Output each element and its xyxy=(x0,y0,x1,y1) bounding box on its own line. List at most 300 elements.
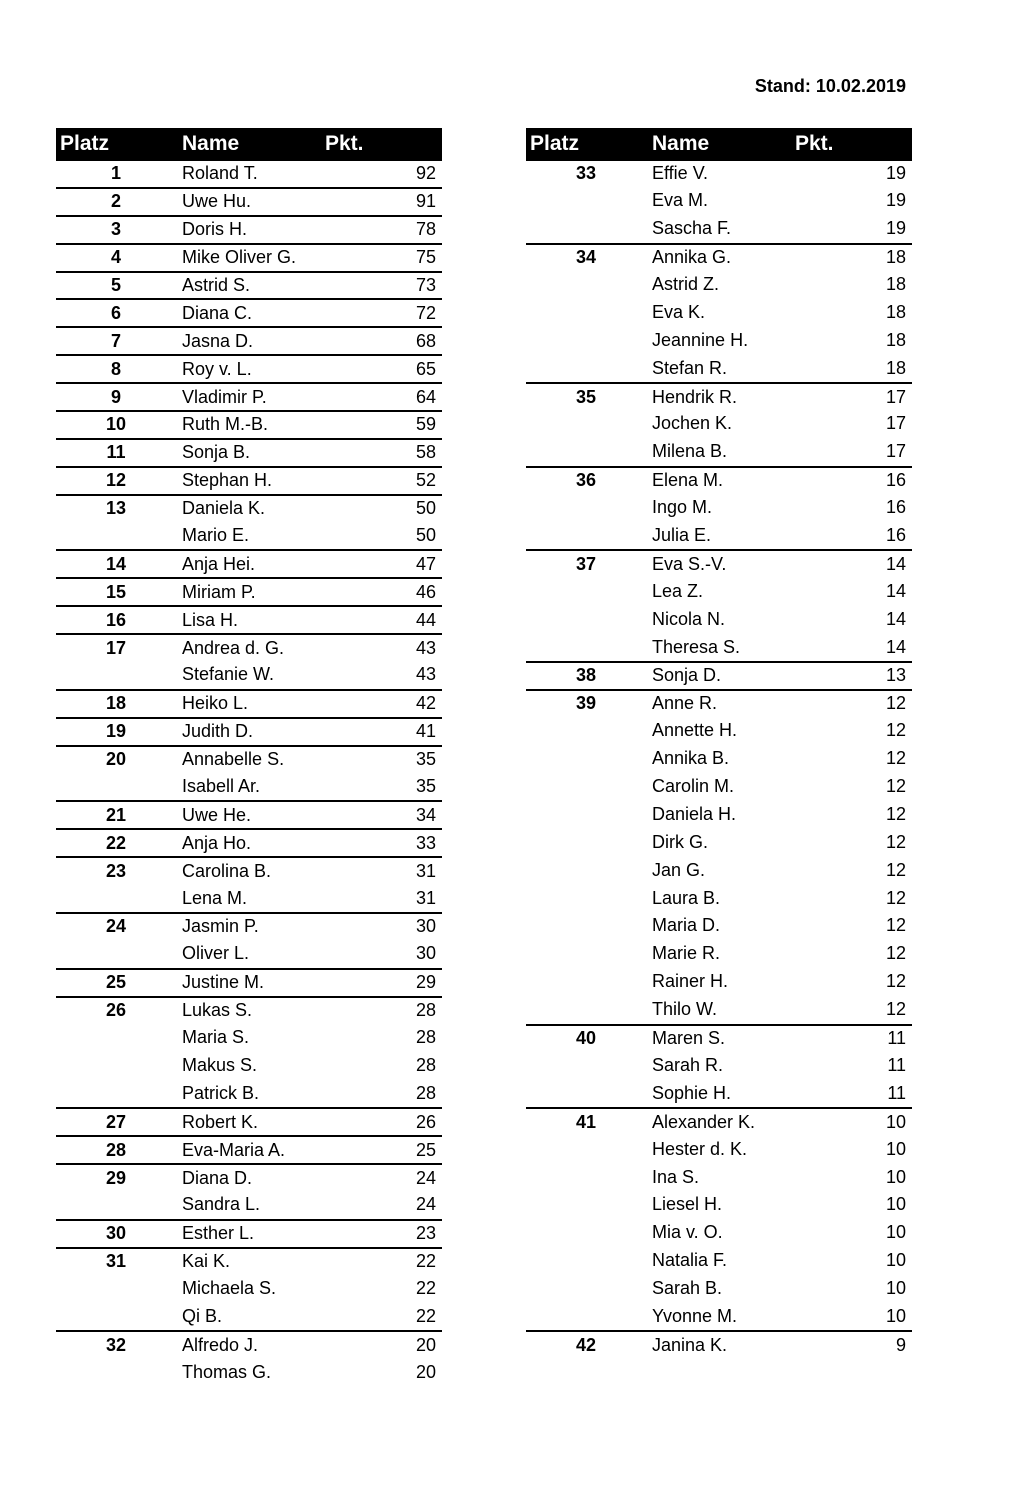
points-cell: 91 xyxy=(415,191,436,212)
name-cell: Vladimir P. xyxy=(182,386,267,407)
points-cell: 28 xyxy=(415,1027,436,1048)
table-row xyxy=(526,243,912,271)
points-cell: 12 xyxy=(885,776,906,797)
name-cell: Lisa H. xyxy=(182,609,239,630)
name-cell: Michaela S. xyxy=(182,1278,277,1299)
header-name: Name xyxy=(182,131,240,155)
table-row xyxy=(56,661,442,689)
rank-cell: 13 xyxy=(105,498,127,519)
table-row xyxy=(526,1330,912,1358)
table-row xyxy=(526,689,912,717)
points-cell: 10 xyxy=(885,1194,906,1215)
ranking-table-left xyxy=(56,128,442,1386)
name-cell: Eva M. xyxy=(652,190,709,211)
table-row xyxy=(56,800,442,828)
points-cell: 65 xyxy=(415,358,436,379)
points-cell: 19 xyxy=(885,190,906,211)
table-row xyxy=(56,1135,442,1163)
points-cell: 10 xyxy=(885,1305,906,1326)
points-cell: 18 xyxy=(885,357,906,378)
rank-cell: 16 xyxy=(105,609,127,630)
name-cell: Natalia F. xyxy=(652,1250,728,1271)
table-row xyxy=(56,1358,442,1386)
table-row xyxy=(526,410,912,438)
points-cell: 28 xyxy=(415,1054,436,1075)
table-row xyxy=(526,1303,912,1331)
name-cell: Ingo M. xyxy=(652,497,713,518)
table-row xyxy=(526,215,912,243)
rank-cell: 39 xyxy=(575,693,597,714)
table-row xyxy=(526,1163,912,1191)
table-row xyxy=(56,187,442,215)
table-row xyxy=(526,605,912,633)
table-row xyxy=(526,1052,912,1080)
table-row xyxy=(526,187,912,215)
rank-cell: 17 xyxy=(105,637,127,658)
name-cell: Eva-Maria A. xyxy=(182,1139,286,1160)
points-cell: 59 xyxy=(415,414,436,435)
name-cell: Esther L. xyxy=(182,1223,255,1244)
name-cell: Thomas G. xyxy=(182,1361,272,1382)
rank-cell: 3 xyxy=(110,219,121,240)
points-cell: 10 xyxy=(885,1222,906,1243)
points-cell: 12 xyxy=(885,887,906,908)
name-cell: Carolina B. xyxy=(182,860,272,881)
points-cell: 12 xyxy=(885,693,906,714)
table-row xyxy=(56,1275,442,1303)
table-row xyxy=(56,215,442,243)
points-cell: 50 xyxy=(415,498,436,519)
table-row xyxy=(56,1163,442,1191)
name-cell: Kai K. xyxy=(182,1251,231,1272)
table-row xyxy=(526,1219,912,1247)
points-cell: 75 xyxy=(415,247,436,268)
points-cell: 17 xyxy=(885,386,906,407)
rank-cell: 38 xyxy=(575,665,597,686)
name-cell: Stefanie W. xyxy=(182,664,275,685)
points-cell: 11 xyxy=(887,1028,906,1049)
name-cell: Daniela K. xyxy=(182,498,266,519)
rank-cell: 29 xyxy=(105,1167,127,1188)
rank-cell: 41 xyxy=(575,1111,597,1132)
name-cell: Milena B. xyxy=(652,441,728,462)
table-row xyxy=(56,326,442,354)
rank-cell: 40 xyxy=(575,1028,597,1049)
table-row xyxy=(56,884,442,912)
name-cell: Oliver L. xyxy=(182,943,250,964)
name-cell: Lukas S. xyxy=(182,1000,253,1021)
name-cell: Astrid S. xyxy=(182,275,251,295)
table-row xyxy=(526,745,912,773)
points-cell: 10 xyxy=(885,1111,906,1132)
ranking-table-right xyxy=(526,128,912,1358)
points-cell: 17 xyxy=(885,441,906,462)
table-row xyxy=(56,298,442,326)
table-row xyxy=(526,717,912,745)
table-row xyxy=(526,1247,912,1275)
name-cell: Miriam P. xyxy=(182,581,256,602)
table-row xyxy=(56,522,442,550)
table-row xyxy=(56,912,442,940)
table-row xyxy=(526,996,912,1024)
name-cell: Ruth M.-B. xyxy=(182,414,269,435)
name-cell: Effie V. xyxy=(652,163,709,184)
table-row xyxy=(56,271,442,299)
name-cell: Justine M. xyxy=(182,972,265,993)
points-cell: 34 xyxy=(415,804,436,825)
name-cell: Liesel H. xyxy=(652,1194,723,1215)
table-row xyxy=(526,549,912,577)
name-cell: Sarah B. xyxy=(652,1278,723,1299)
points-cell: 25 xyxy=(415,1139,436,1160)
name-cell: Stephan H. xyxy=(182,470,273,491)
name-cell: Annika B. xyxy=(652,748,730,769)
name-cell: Laura B. xyxy=(652,887,721,908)
name-cell: Hester d. K. xyxy=(652,1138,748,1159)
name-cell: Judith D. xyxy=(182,721,254,742)
points-cell: 73 xyxy=(415,275,436,295)
points-cell: 50 xyxy=(415,525,436,546)
name-cell: Sophie H. xyxy=(652,1082,732,1103)
rank-cell: 15 xyxy=(105,581,127,602)
points-cell: 52 xyxy=(415,470,436,491)
name-cell: Mia v. O. xyxy=(652,1222,723,1243)
rank-cell: 6 xyxy=(110,302,121,323)
rank-cell: 19 xyxy=(105,721,127,742)
table-row xyxy=(526,1191,912,1219)
points-cell: 12 xyxy=(885,803,906,824)
name-cell: Marie R. xyxy=(652,943,721,964)
rank-cell: 36 xyxy=(575,470,597,491)
name-cell: Maria D. xyxy=(652,915,721,936)
rank-cell: 32 xyxy=(105,1334,127,1355)
table-row xyxy=(56,1247,442,1275)
name-cell: Roy v. L. xyxy=(182,358,252,379)
rank-cell: 18 xyxy=(105,693,127,714)
table-row xyxy=(56,968,442,996)
rank-cell: 4 xyxy=(110,247,121,268)
name-cell: Eva K. xyxy=(652,301,706,322)
points-cell: 64 xyxy=(415,386,436,407)
table-body xyxy=(56,159,442,1386)
name-cell: Maria S. xyxy=(182,1027,250,1048)
points-cell: 72 xyxy=(415,302,436,323)
table-row xyxy=(526,800,912,828)
name-cell: Hendrik R. xyxy=(652,386,738,407)
table-row xyxy=(56,1303,442,1331)
table-row xyxy=(526,856,912,884)
name-cell: Alexander K. xyxy=(652,1111,756,1132)
table-row xyxy=(526,912,912,940)
stand-date: Stand: 10.02.2019 xyxy=(754,76,906,96)
points-cell: 16 xyxy=(885,470,906,491)
header-name: Name xyxy=(652,131,710,155)
name-cell: Jasna D. xyxy=(182,330,254,351)
name-cell: Astrid Z. xyxy=(652,274,720,294)
points-cell: 10 xyxy=(885,1138,906,1159)
name-cell: Annika G. xyxy=(652,247,732,268)
table-row xyxy=(526,1107,912,1135)
name-cell: Stefan R. xyxy=(652,357,728,378)
table-row xyxy=(56,605,442,633)
points-cell: 12 xyxy=(885,831,906,852)
rank-cell: 30 xyxy=(105,1223,127,1244)
points-cell: 20 xyxy=(415,1334,436,1355)
points-cell: 11 xyxy=(887,1082,906,1103)
points-cell: 29 xyxy=(415,972,436,993)
rank-cell: 31 xyxy=(105,1251,127,1272)
table-row xyxy=(56,633,442,661)
table-row xyxy=(56,549,442,577)
table-row xyxy=(56,745,442,773)
points-cell: 17 xyxy=(885,413,906,434)
name-cell: Uwe Hu. xyxy=(182,191,252,212)
rank-cell: 42 xyxy=(575,1334,597,1355)
rank-cell: 33 xyxy=(575,163,597,184)
table-row xyxy=(526,494,912,522)
header-platz: Platz xyxy=(530,131,580,155)
table-row xyxy=(56,1330,442,1358)
table-row xyxy=(526,661,912,689)
name-cell: Mike Oliver G. xyxy=(182,247,297,268)
points-cell: 18 xyxy=(885,274,906,294)
table-row xyxy=(526,828,912,856)
rank-cell: 12 xyxy=(105,470,127,491)
points-cell: 42 xyxy=(415,693,436,714)
rank-cell: 14 xyxy=(105,553,127,574)
table-row xyxy=(56,382,442,410)
points-cell: 43 xyxy=(415,637,436,658)
table-row xyxy=(56,438,442,466)
points-cell: 33 xyxy=(415,832,436,853)
points-cell: 22 xyxy=(415,1251,436,1272)
points-cell: 14 xyxy=(885,580,906,601)
name-cell: Jan G. xyxy=(652,859,706,880)
rank-cell: 25 xyxy=(105,972,127,993)
table-row xyxy=(526,1275,912,1303)
table-row xyxy=(56,828,442,856)
table-row xyxy=(526,298,912,326)
points-cell: 31 xyxy=(415,887,436,908)
table-row xyxy=(526,271,912,299)
header-platz: Platz xyxy=(60,131,110,155)
points-cell: 30 xyxy=(415,943,436,964)
rank-cell: 5 xyxy=(110,275,121,295)
points-cell: 13 xyxy=(885,665,906,686)
table-row xyxy=(56,1219,442,1247)
table-body xyxy=(526,159,912,1358)
rank-cell: 20 xyxy=(105,749,127,770)
name-cell: Carolin M. xyxy=(652,776,735,797)
table-row xyxy=(526,354,912,382)
points-cell: 30 xyxy=(415,916,436,937)
points-cell: 22 xyxy=(415,1278,436,1299)
name-cell: Mario E. xyxy=(182,525,250,546)
table-row xyxy=(56,1107,442,1135)
table-row xyxy=(526,773,912,801)
table-row xyxy=(56,717,442,745)
rank-cell: 28 xyxy=(105,1139,127,1160)
table-row xyxy=(56,243,442,271)
name-cell: Qi B. xyxy=(182,1305,223,1326)
points-cell: 43 xyxy=(415,664,436,685)
points-cell: 16 xyxy=(885,497,906,518)
rank-cell: 21 xyxy=(105,804,127,825)
name-cell: Lea Z. xyxy=(652,580,704,601)
points-cell: 58 xyxy=(415,442,436,463)
rank-cell: 10 xyxy=(105,414,127,435)
name-cell: Annette H. xyxy=(652,720,738,741)
table-row xyxy=(56,1079,442,1107)
table-row xyxy=(56,940,442,968)
name-cell: Theresa S. xyxy=(652,636,741,657)
points-cell: 10 xyxy=(885,1166,906,1187)
name-cell: Anja Hei. xyxy=(182,553,256,574)
points-cell: 16 xyxy=(885,525,906,546)
table-row xyxy=(526,382,912,410)
points-cell: 24 xyxy=(415,1194,436,1215)
points-cell: 12 xyxy=(885,915,906,936)
points-cell: 23 xyxy=(415,1223,436,1244)
name-cell: Elena M. xyxy=(652,470,724,491)
name-cell: Anja Ho. xyxy=(182,832,252,853)
name-cell: Andrea d. G. xyxy=(182,637,285,658)
name-cell: Ina S. xyxy=(652,1166,700,1187)
points-cell: 11 xyxy=(887,1054,906,1075)
name-cell: Alfredo J. xyxy=(182,1334,259,1355)
name-cell: Janina K. xyxy=(652,1334,728,1355)
points-cell: 92 xyxy=(415,163,436,184)
points-cell: 18 xyxy=(885,301,906,322)
points-cell: 68 xyxy=(415,330,436,351)
points-cell: 10 xyxy=(885,1250,906,1271)
header-pkt: Pkt. xyxy=(795,131,834,155)
name-cell: Diana D. xyxy=(182,1167,253,1188)
table-row xyxy=(56,577,442,605)
name-cell: Sarah R. xyxy=(652,1054,724,1075)
table-row xyxy=(526,940,912,968)
points-cell: 41 xyxy=(415,721,436,742)
table-row xyxy=(56,410,442,438)
points-cell: 35 xyxy=(415,749,436,770)
points-cell: 22 xyxy=(415,1305,436,1326)
table-row xyxy=(56,466,442,494)
name-cell: Sandra L. xyxy=(182,1194,261,1215)
name-cell: Roland T. xyxy=(182,163,258,184)
table-row xyxy=(56,689,442,717)
name-cell: Jasmin P. xyxy=(182,916,259,937)
points-cell: 12 xyxy=(885,748,906,769)
name-cell: Thilo W. xyxy=(652,999,718,1020)
name-cell: Julia E. xyxy=(652,525,712,546)
table-row xyxy=(526,1135,912,1163)
name-cell: Anne R. xyxy=(652,693,718,714)
points-cell: 12 xyxy=(885,999,906,1020)
rank-cell: 9 xyxy=(110,386,121,407)
name-cell: Sascha F. xyxy=(652,218,732,239)
points-cell: 19 xyxy=(885,218,906,239)
rank-cell: 22 xyxy=(105,832,127,853)
points-cell: 14 xyxy=(885,636,906,657)
name-cell: Yvonne M. xyxy=(652,1305,738,1326)
table-row xyxy=(56,159,442,187)
points-cell: 28 xyxy=(415,1082,436,1103)
points-cell: 18 xyxy=(885,247,906,268)
table-row xyxy=(526,1079,912,1107)
points-cell: 9 xyxy=(895,1334,906,1355)
points-cell: 19 xyxy=(885,163,906,184)
points-cell: 44 xyxy=(415,609,436,630)
table-row xyxy=(526,326,912,354)
name-cell: Doris H. xyxy=(182,219,248,240)
rank-cell: 1 xyxy=(110,163,121,184)
table-row xyxy=(526,522,912,550)
points-cell: 46 xyxy=(415,581,436,602)
table-row xyxy=(526,438,912,466)
name-cell: Annabelle S. xyxy=(182,749,285,770)
table-row xyxy=(56,494,442,522)
points-cell: 20 xyxy=(415,1361,436,1382)
name-cell: Daniela H. xyxy=(652,803,737,824)
rank-cell: 23 xyxy=(105,860,127,881)
table-row xyxy=(56,773,442,801)
table-header xyxy=(56,128,442,159)
points-cell: 14 xyxy=(885,553,906,574)
points-cell: 26 xyxy=(415,1111,436,1132)
points-cell: 12 xyxy=(885,720,906,741)
name-cell: Sonja D. xyxy=(652,665,722,686)
rank-cell: 2 xyxy=(110,191,121,212)
name-cell: Maren S. xyxy=(652,1028,726,1049)
name-cell: Lena M. xyxy=(182,887,248,908)
name-cell: Jochen K. xyxy=(652,413,733,434)
name-cell: Diana C. xyxy=(182,302,253,323)
rank-cell: 7 xyxy=(110,330,121,351)
table-row xyxy=(56,1024,442,1052)
points-cell: 12 xyxy=(885,971,906,992)
table-header xyxy=(526,128,912,159)
rank-cell: 11 xyxy=(106,442,126,463)
table-row xyxy=(526,968,912,996)
table-row xyxy=(56,1191,442,1219)
points-cell: 18 xyxy=(885,329,906,350)
name-cell: Uwe He. xyxy=(182,804,252,825)
table-row xyxy=(56,354,442,382)
table-row xyxy=(56,996,442,1024)
name-cell: Nicola N. xyxy=(652,608,726,629)
name-cell: Dirk G. xyxy=(652,831,708,852)
name-cell: Robert K. xyxy=(182,1111,259,1132)
header-pkt: Pkt. xyxy=(325,131,364,155)
name-cell: Jeannine H. xyxy=(652,329,749,350)
points-cell: 28 xyxy=(415,1000,436,1021)
rank-cell: 24 xyxy=(105,916,127,937)
table-row xyxy=(526,1024,912,1052)
table-row xyxy=(526,884,912,912)
points-cell: 12 xyxy=(885,859,906,880)
points-cell: 14 xyxy=(885,608,906,629)
name-cell: Eva S.-V. xyxy=(652,553,727,574)
points-cell: 35 xyxy=(415,776,436,797)
points-cell: 10 xyxy=(885,1278,906,1299)
rank-cell: 35 xyxy=(575,386,597,407)
rank-cell: 8 xyxy=(110,358,121,379)
name-cell: Isabell Ar. xyxy=(182,776,261,797)
table-row xyxy=(56,1052,442,1080)
points-cell: 47 xyxy=(415,553,436,574)
table-row xyxy=(526,577,912,605)
table-row xyxy=(526,159,912,187)
